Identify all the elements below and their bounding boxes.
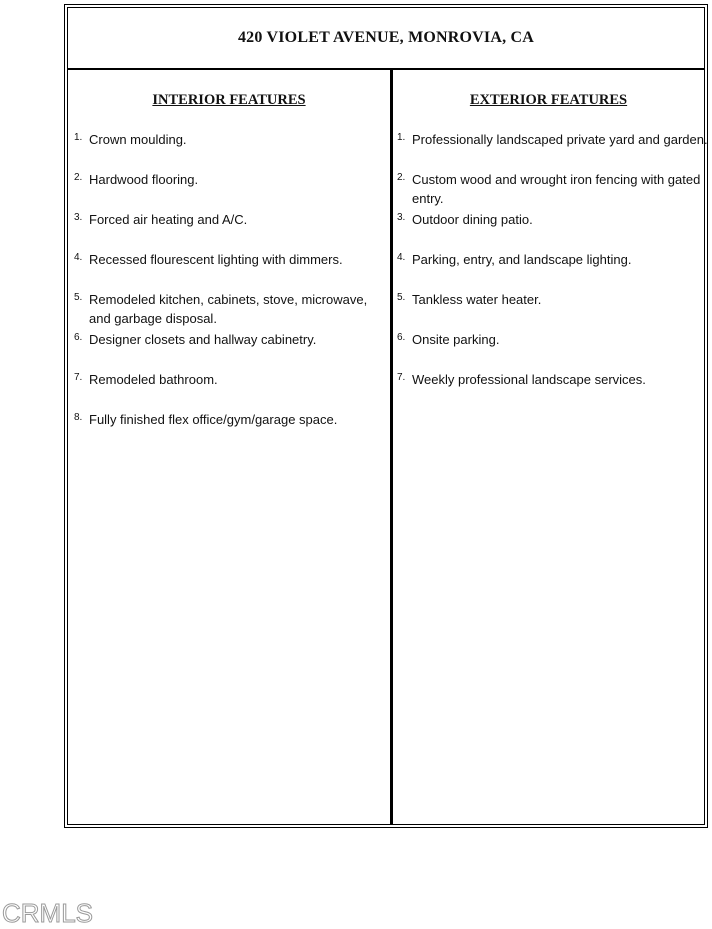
exterior-feature-item (397, 370, 711, 389)
item-number: 8. (74, 412, 83, 423)
title-bar (68, 8, 704, 70)
item-number: 3. (397, 212, 406, 223)
item-number: 7. (74, 372, 83, 383)
exterior-features-column (393, 68, 708, 824)
item-number: 1. (74, 132, 83, 143)
item-text: Weekly professional landscape services. (412, 372, 646, 387)
exterior-feature-item (397, 250, 711, 269)
item-number: 2. (397, 172, 406, 183)
item-number: 6. (74, 332, 83, 343)
item-text: Designer closets and hallway cabinetry. (89, 332, 317, 347)
item-text: Forced air heating and A/C. (89, 212, 248, 227)
exterior-feature-item (397, 290, 711, 309)
item-number: 5. (397, 292, 406, 303)
interior-feature-item (74, 330, 374, 349)
item-text: Hardwood flooring. (89, 172, 199, 187)
interior-features-heading: INTERIOR FEATURES (152, 92, 306, 108)
interior-feature-item (74, 290, 374, 328)
item-text: Outdoor dining patio. (412, 212, 533, 227)
item-number: 5. (74, 292, 83, 303)
property-address-title: 420 VIOLET AVENUE, MONROVIA, CA (237, 29, 535, 46)
item-number: 6. (397, 332, 406, 343)
item-text: Fully finished flex office/gym/garage space. (89, 412, 338, 427)
interior-features-column (68, 68, 390, 824)
item-text: Crown moulding. (89, 132, 187, 147)
item-text: Tankless water heater. (412, 292, 542, 307)
item-text: Onsite parking. (412, 332, 500, 347)
item-text: Professionally landscaped private yard and garden. (412, 132, 708, 147)
interior-feature-item (74, 410, 374, 429)
exterior-features-heading: EXTERIOR FEATURES (469, 92, 628, 108)
crmls-watermark: CRMLS (2, 898, 94, 928)
item-text: Remodeled kitchen, cabinets, stove, microwave, and garbage disposal. (89, 292, 368, 326)
features-sheet (64, 4, 708, 828)
item-text: Recessed flourescent lighting with dimmers. (89, 252, 343, 267)
interior-feature-item (74, 170, 374, 189)
item-text: Remodeled bathroom. (89, 372, 218, 387)
exterior-feature-item (397, 130, 711, 149)
item-number: 1. (397, 132, 406, 143)
exterior-feature-item (397, 210, 711, 229)
exterior-feature-item (397, 170, 711, 208)
interior-feature-item (74, 130, 374, 149)
item-text: Custom wood and wrought iron fencing with gated entry. (412, 172, 701, 206)
item-number: 3. (74, 212, 83, 223)
interior-feature-item (74, 210, 374, 229)
exterior-feature-item (397, 330, 711, 349)
item-number: 4. (74, 252, 83, 263)
item-number: 4. (397, 252, 406, 263)
interior-feature-item (74, 250, 374, 269)
item-text: Parking, entry, and landscape lighting. (412, 252, 632, 267)
item-number: 2. (74, 172, 83, 183)
item-number: 7. (397, 372, 406, 383)
sheet-border (67, 7, 708, 825)
interior-feature-item (74, 370, 374, 389)
